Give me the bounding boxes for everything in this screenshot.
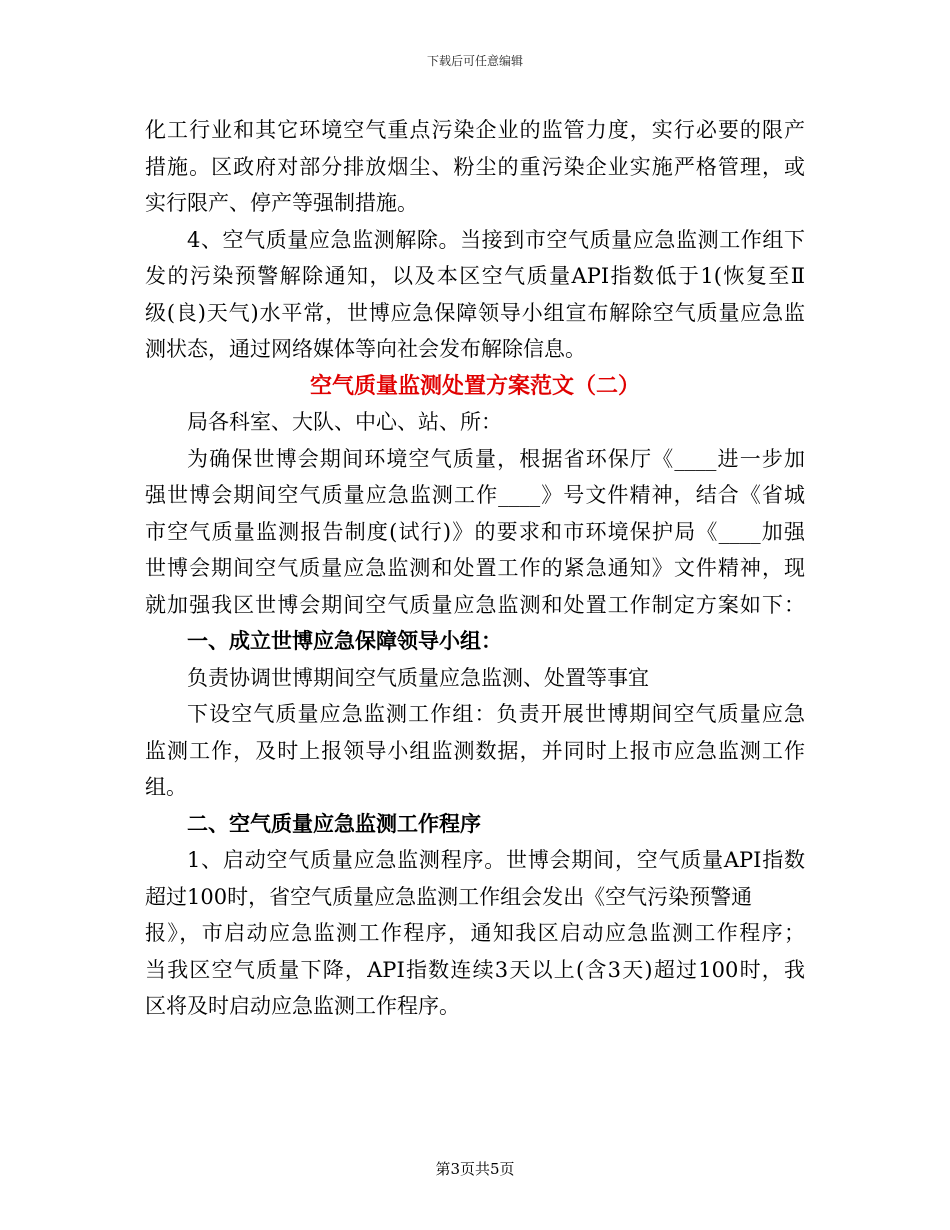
body-text-line: 测状态，通过网络媒体等向社会发布解除信息。 bbox=[145, 337, 586, 361]
body-text-line: 下设空气质量应急监测工作组：负责开展世博期间空气质量应急 bbox=[187, 702, 805, 726]
section-title: 空气质量监测处置方案范文（二） bbox=[309, 372, 640, 399]
body-text-line: 监测工作，及时上报领导小组监测数据，并同时上报市应急监测工作 bbox=[145, 738, 805, 763]
body-text-line: 当我区空气质量下降，API指数连续3天以上(含3天)超过100时，我 bbox=[145, 957, 805, 982]
section-heading-line: 二、空气质量应急监测工作程序 bbox=[187, 810, 481, 836]
body-text-line: 化工行业和其它环境空气重点污染企业的监管力度，实行必要的限产 bbox=[145, 118, 805, 142]
page-header: 下载后可任意编辑 bbox=[426, 54, 523, 68]
body-text-line: 实行限产、停产等强制措施。 bbox=[145, 191, 418, 215]
document-body bbox=[145, 112, 805, 1025]
section-heading-line: 一、成立世博应急保障领导小组： bbox=[187, 628, 502, 653]
body-text-line: 就加强我区世博会期间空气质量应急监测和处置工作制定方案如下： bbox=[145, 592, 805, 617]
body-text-line: 1、启动空气质量应急监测程序。世博会期间，空气质量API指数 bbox=[187, 848, 805, 872]
body-text-line: 超过100时，省空气质量应急监测工作组会发出《空气污染预警通 bbox=[145, 884, 753, 909]
body-text-line: 强世博会期间空气质量应急监测工作____》号文件精神，结合《省城 bbox=[145, 483, 805, 507]
body-text-line: 世博会期间空气质量应急监测和处置工作的紧急通知》文件精神，现 bbox=[145, 556, 805, 580]
page-number: 第3页共5页 bbox=[435, 1160, 515, 1178]
body-text-line: 4、空气质量应急监测解除。当接到市空气质量应急监测工作组下 bbox=[187, 227, 805, 252]
body-text-line: 报》，市启动应急监测工作程序，通知我区启动应急监测工作程序； bbox=[145, 921, 805, 945]
body-text-line: 措施。区政府对部分排放烟尘、粉尘的重污染企业实施严格管理，或 bbox=[145, 154, 805, 179]
body-text-line: 级(良)天气)水平常，世博应急保障领导小组宣布解除空气质量应急监 bbox=[145, 300, 805, 325]
body-text-line: 局各科室、大队、中心、站、所： bbox=[187, 410, 502, 434]
body-text-line: 区将及时启动应急监测工作程序。 bbox=[145, 994, 460, 1018]
body-text-line: 发的污染预警解除通知，以及本区空气质量API指数低于1(恢复至Ⅱ bbox=[145, 264, 805, 288]
body-text-line: 为确保世博会期间环境空气质量，根据省环保厅《____进一步加 bbox=[187, 446, 805, 471]
body-text-line: 负责协调世博期间空气质量应急监测、处置等事宜 bbox=[187, 665, 649, 690]
body-text-line: 组。 bbox=[145, 775, 187, 799]
body-text-line: 市空气质量监测报告制度(试行)》的要求和市环境保护局《____加强 bbox=[145, 519, 805, 544]
